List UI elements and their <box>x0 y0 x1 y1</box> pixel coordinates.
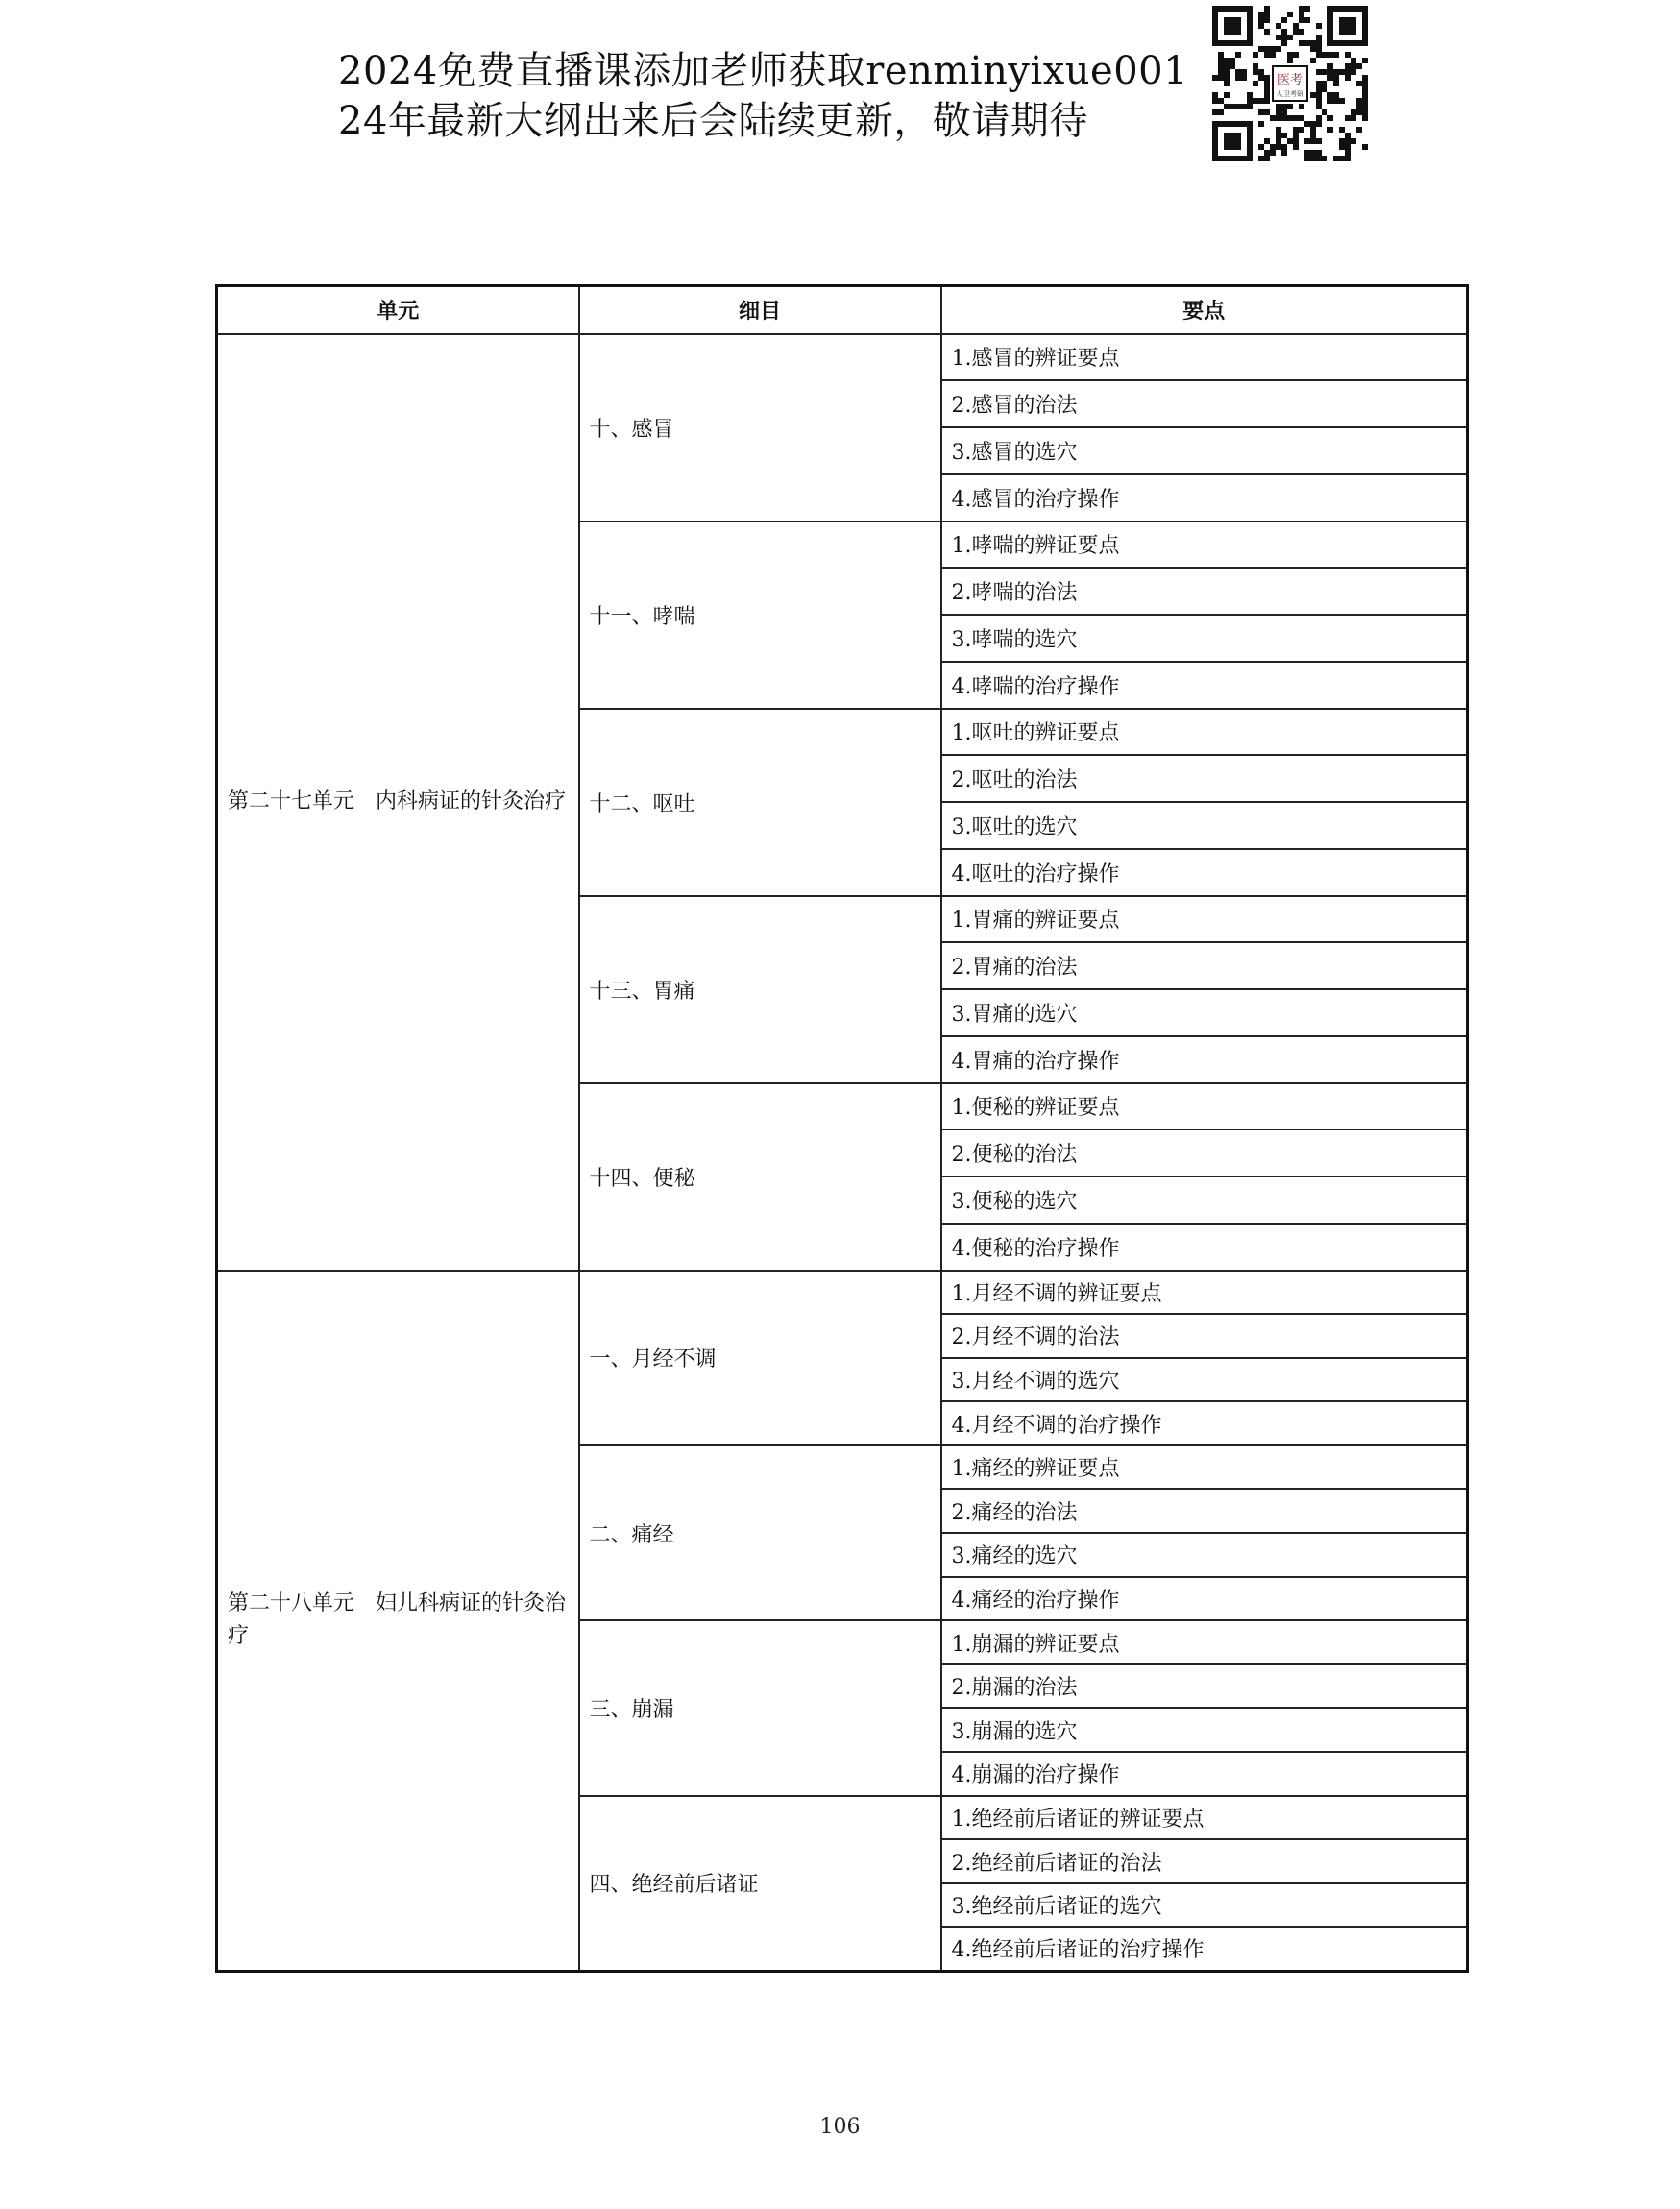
item-cell: 十四、便秘 <box>579 1083 941 1271</box>
page-number: 106 <box>819 2115 861 2139</box>
point-cell: 1.绝经前后诸证的辨证要点 <box>941 1796 1468 1840</box>
point-cell: 2.月经不调的治法 <box>941 1314 1468 1358</box>
point-cell: 1.感冒的辨证要点 <box>941 334 1468 381</box>
point-cell: 1.呕吐的辨证要点 <box>941 709 1468 756</box>
point-cell: 4.月经不调的治疗操作 <box>941 1401 1468 1445</box>
unit-cell: 第二十七单元 内科病证的针灸治疗 <box>217 334 579 1271</box>
table-header-row <box>217 286 1468 334</box>
promo-line-1: 2024免费直播课添加老师获取renminyixue001 <box>338 49 1189 93</box>
point-cell: 2.崩漏的治法 <box>941 1664 1468 1709</box>
item-cell: 十、感冒 <box>579 334 941 522</box>
qr-code-icon[interactable] <box>1212 6 1368 161</box>
item-cell: 三、崩漏 <box>579 1620 941 1795</box>
point-cell: 3.胃痛的选穴 <box>941 989 1468 1036</box>
point-cell: 1.便秘的辨证要点 <box>941 1083 1468 1130</box>
point-cell: 2.感冒的治法 <box>941 380 1468 427</box>
unit-cell: 第二十八单元 妇儿科病证的针灸治疗 <box>217 1271 579 1972</box>
table-row <box>217 1271 1468 1315</box>
point-cell: 1.月经不调的辨证要点 <box>941 1271 1468 1315</box>
item-cell: 二、痛经 <box>579 1445 941 1620</box>
item-cell: 四、绝经前后诸证 <box>579 1796 941 1971</box>
point-cell: 3.崩漏的选穴 <box>941 1708 1468 1752</box>
item-cell: 十三、胃痛 <box>579 896 941 1083</box>
header-item: 细目 <box>579 286 941 334</box>
point-cell: 3.哮喘的选穴 <box>941 615 1468 662</box>
qr-badge-subtext: 人卫考研 <box>1277 90 1303 98</box>
point-cell: 4.呕吐的治疗操作 <box>941 849 1468 896</box>
qr-badge-text: 医考 <box>1277 73 1303 87</box>
point-cell: 4.便秘的治疗操作 <box>941 1224 1468 1271</box>
point-cell: 3.便秘的选穴 <box>941 1177 1468 1224</box>
syllabus-table <box>215 284 1469 1973</box>
point-cell: 1.崩漏的辨证要点 <box>941 1620 1468 1664</box>
promo-line-2: 24年最新大纲出来后会陆续更新，敬请期待 <box>338 99 1088 143</box>
point-cell: 4.痛经的治疗操作 <box>941 1577 1468 1621</box>
point-cell: 2.绝经前后诸证的治法 <box>941 1839 1468 1883</box>
point-cell: 4.哮喘的治疗操作 <box>941 662 1468 709</box>
point-cell: 3.感冒的选穴 <box>941 427 1468 474</box>
point-cell: 2.呕吐的治法 <box>941 755 1468 802</box>
promo-header <box>338 46 1203 146</box>
point-cell: 1.痛经的辨证要点 <box>941 1445 1468 1490</box>
point-cell: 4.绝经前后诸证的治疗操作 <box>941 1927 1468 1971</box>
point-cell: 4.胃痛的治疗操作 <box>941 1036 1468 1083</box>
point-cell: 2.便秘的治法 <box>941 1129 1468 1177</box>
point-cell: 3.绝经前后诸证的选穴 <box>941 1883 1468 1928</box>
point-cell: 3.痛经的选穴 <box>941 1533 1468 1577</box>
item-cell: 一、月经不调 <box>579 1271 941 1445</box>
point-cell: 4.感冒的治疗操作 <box>941 474 1468 522</box>
header-point: 要点 <box>941 286 1468 334</box>
point-cell: 2.痛经的治法 <box>941 1489 1468 1533</box>
point-cell: 3.月经不调的选穴 <box>941 1358 1468 1402</box>
point-cell: 2.哮喘的治法 <box>941 568 1468 615</box>
point-cell: 4.崩漏的治疗操作 <box>941 1752 1468 1796</box>
header-unit: 单元 <box>217 286 579 334</box>
item-cell: 十一、哮喘 <box>579 522 941 709</box>
table-body <box>217 334 1468 1972</box>
table-row <box>217 334 1468 381</box>
point-cell: 1.哮喘的辨证要点 <box>941 522 1468 569</box>
point-cell: 2.胃痛的治法 <box>941 942 1468 989</box>
point-cell: 3.呕吐的选穴 <box>941 802 1468 849</box>
point-cell: 1.胃痛的辨证要点 <box>941 896 1468 943</box>
item-cell: 十二、呕吐 <box>579 709 941 896</box>
